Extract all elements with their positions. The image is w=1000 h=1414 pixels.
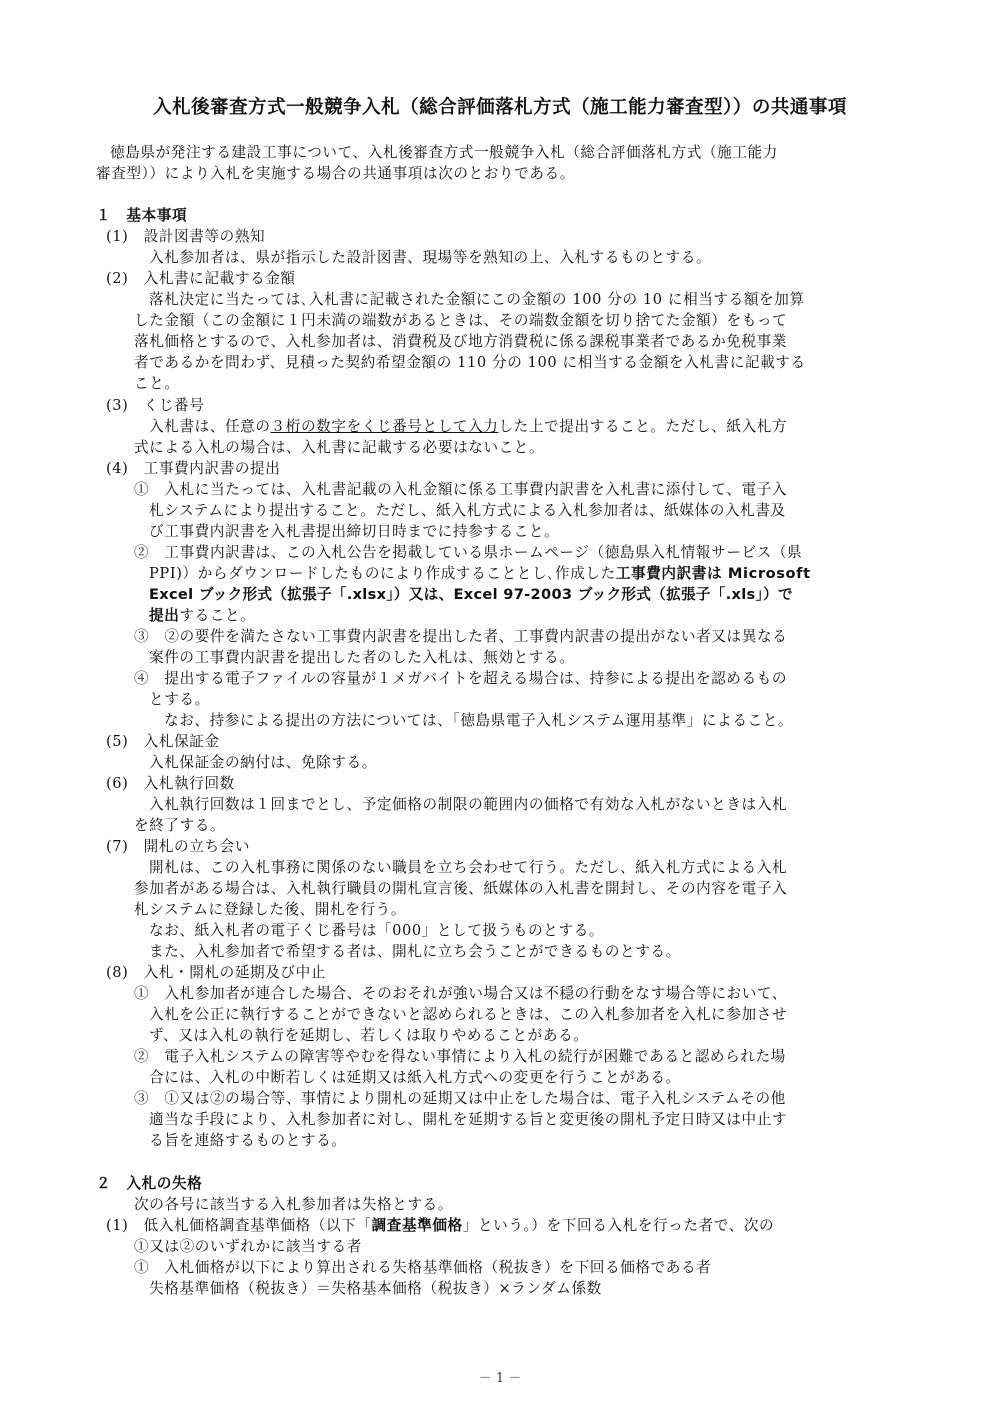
text-span: PPI)）からダウンロードしたものにより作成することとし､作成した: [149, 565, 616, 582]
intro-line-2: 審査型））により入札を実施する場合の共通事項は次のとおりである。: [96, 165, 575, 182]
body-text: 式による入札の場合は、入札書に記載する必要はないこと。: [134, 439, 545, 456]
text-span: (1) 低入札価格調査基準価格（以下「: [106, 1217, 372, 1234]
subsection-heading: (4) 工事費内訳書の提出: [106, 460, 281, 477]
body-text: 入札参加者は、県が指示した設計図書、現場等を熟知の上、入札するものとする。: [149, 249, 712, 266]
body-text: を終了する。: [134, 817, 226, 834]
list-item: ② 電子入札システムの障害等やむを得ない事情により入札の続行が困難であると認められた場: [134, 1048, 786, 1065]
body-text: 次の各号に該当する入札参加者は失格とする。: [134, 1196, 454, 1213]
body-text: [149, 607, 255, 625]
body-text: こと。: [134, 375, 180, 392]
body-text: び工事費内訳書を入札書提出締切日時までに持参すること。: [149, 523, 560, 540]
formula-text: 失格基準価格（税抜き）＝失格基本価格（税抜き）×ランダム係数: [149, 1280, 602, 1297]
body-text: [149, 565, 811, 583]
subsection-heading: (2) 入札書に記載する金額: [106, 270, 296, 287]
body-text: る旨を連絡するものとする。: [149, 1132, 347, 1149]
text-span: 」という。）を下回る入札を行った者で、次の: [462, 1217, 775, 1234]
subsection-heading: (8) 入札・開札の延期及び中止: [106, 964, 326, 981]
body-text: した金額（この金額に１円未満の端数があるときは、その端数金額を切り捨てた金額）をもって: [134, 312, 788, 329]
body-text: ①又は②のいずれかに該当する者: [134, 1238, 362, 1255]
text-span: 入札書は、任意の: [149, 418, 271, 435]
list-item: ③ ②の要件を満たさない工事費内訳書を提出した者、工事費内訳書の提出がない者又は異なる: [134, 628, 788, 645]
body-text: [149, 418, 787, 436]
body-text: 参加者がある場合は、入札執行職員の開札宣言後、紙媒体の入札書を開封し、その内容を電子入: [134, 880, 788, 897]
body-text: [106, 1217, 774, 1235]
list-item: ④ 提出する電子ファイルの容量が１メガバイトを超える場合は、持参による提出を認めるもの: [134, 670, 788, 687]
list-item: ① 入札に当たっては、入札書記載の入札金額に係る工事費内訳書を入札書に添付して、電子入: [134, 481, 788, 498]
body-text: 合には、入札の中断若しくは延期又は紙入札方式への変更を行うことがある。: [149, 1069, 681, 1086]
section-heading-1: １ 基本事項: [96, 207, 188, 224]
body-text: とする。: [149, 691, 210, 708]
subsection-heading: (7) 開札の立ち会い: [106, 838, 251, 855]
underlined-text: ３桁の数字をくじ番号として入力: [270, 418, 499, 435]
bold-text: 調査基準価格: [371, 1217, 463, 1234]
text-span: した上で提出すること。ただし、紙入札方: [498, 418, 788, 435]
body-text: なお、持参による提出の方法については、「徳島県電子入札システム運用基準」によること。: [164, 712, 794, 729]
bold-text: 工事費内訳書は Microsoft: [615, 565, 811, 582]
intro-line-1: 徳島県が発注する建設工事について、入札後審査方式一般競争入札（総合評価落札方式（施工能力: [110, 144, 778, 161]
subsection-heading: (3) くじ番号: [106, 397, 205, 414]
body-text: 札システムにより提出すること。ただし、紙入札方式による入札参加者は、紙媒体の入札書及: [149, 502, 786, 519]
list-item: ① 入札参加者が連合した場合、そのおそれが強い場合又は不穏の行動をなす場合等において、: [134, 985, 788, 1002]
bold-text: 提出: [149, 607, 180, 624]
body-text: 入札執行回数は１回までとし、予定価格の制限の範囲内の価格で有効な入札がないときは入札: [149, 796, 788, 813]
section-heading-2: ２ 入札の失格: [96, 1175, 203, 1192]
bold-text: Excel ブック形式（拡張子「.xlsx」）又は、Excel 97-2003 ブック形式（拡張子「.xls」）で: [149, 586, 793, 603]
subsection-heading: (5) 入札保証金: [106, 733, 220, 750]
subsection-heading: (1) 設計図書等の熟知: [106, 228, 266, 245]
list-item: ③ ①又は②の場合等、事情により開札の延期又は中止をした場合は、電子入札システムその他: [134, 1090, 786, 1107]
body-text: また、入札参加者で希望する者は、開札に立ち会うことができるものとする。: [149, 943, 681, 960]
body-text: 開札は、この入札事務に関係のない職員を立ち会わせて行う。ただし、紙入札方式による入札: [149, 859, 788, 876]
body-text: なお、紙入札者の電子くじ番号は「000」として扱うものとする。: [149, 922, 605, 939]
page-number: － 1 －: [478, 1371, 522, 1386]
body-text: 入札を公正に執行することができないと認められるときは、この入札参加者を入札に参加させ: [149, 1006, 788, 1023]
text-span: すること。: [179, 607, 256, 624]
list-item: ② 工事費内訳書は、この入札公告を掲載している県ホームページ（徳島県入札情報サービス（県: [134, 544, 803, 561]
body-text: 札システムに登録した後、開札を行う。: [134, 901, 407, 918]
list-item: ① 入札価格が以下により算出される失格基準価格（税抜き）を下回る価格である者: [134, 1259, 712, 1276]
body-text: ず、又は入札の執行を延期し、若しくは取りやめることがある。: [149, 1027, 589, 1044]
body-text: 落札価格とするので、入札参加者は、消費税及び地方消費税に係る課税事業者であるか免税事業: [134, 333, 788, 350]
page-title: 入札後審査方式一般競争入札（総合評価落札方式（施工能力審査型））の共通事項: [153, 97, 847, 118]
body-text: 適当な手段により、入札参加者に対し、開札を延期する旨と変更後の開札予定日時又は中止す: [149, 1111, 788, 1128]
body-text: 者であるかを問わず、見積った契約希望金額の 110 分の 100 に相当する金額を入札書に記載する: [134, 354, 806, 371]
body-text: 入札保証金の納付は、免除する。: [149, 754, 377, 771]
body-text: 案件の工事費内訳書を提出した者のした入札は、無効とする。: [149, 649, 575, 666]
body-text: 落札決定に当たっては､入札書に記載された金額にこの金額の 100 分の 10 に相当する額を加算: [149, 291, 805, 308]
subsection-heading: (6) 入札執行回数: [106, 775, 235, 792]
